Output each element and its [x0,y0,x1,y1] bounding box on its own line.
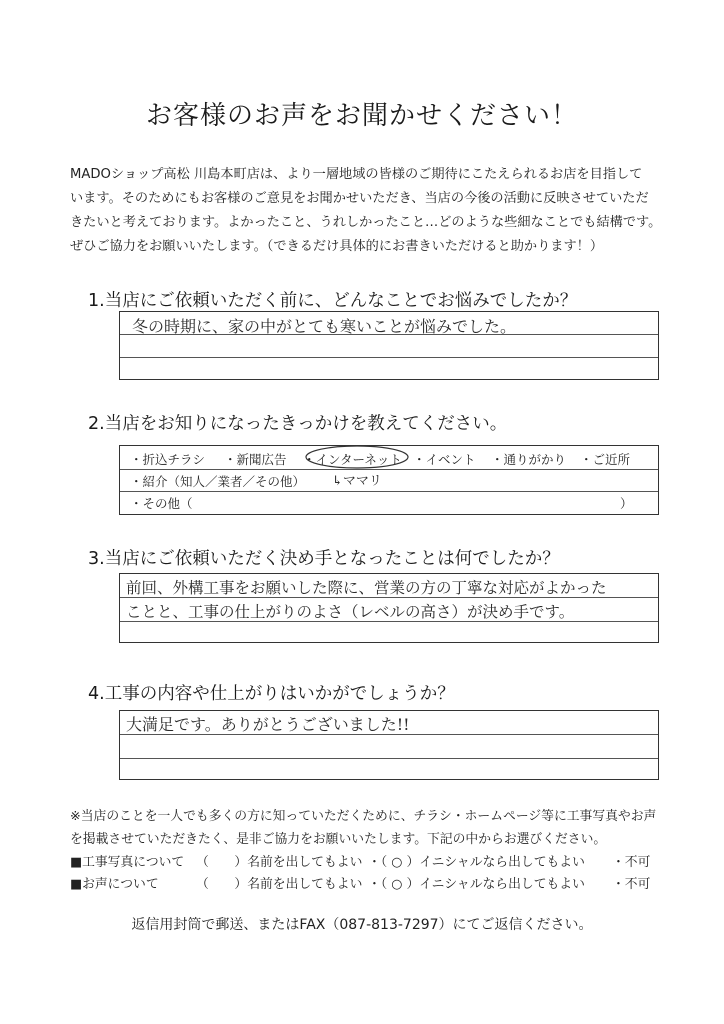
consent-note-line-1: ※当店のことを一人でも多くの方に知っていただくために、チラシ・ホームページ等に工事写真やお声 [70,809,657,824]
option-orikomi-chirashi[interactable]: ・折込チラシ [130,452,206,467]
consent-voice-initial-option[interactable]: ・（ ○ ）イニシャルなら出してもよい [368,877,585,892]
answer-box-4[interactable] [119,710,659,780]
consent-label-photo: ■工事写真について [70,855,185,870]
option-toorigakari[interactable]: ・通りがかり [491,452,567,467]
option-gokinjo[interactable]: ・ご近所 [580,452,631,467]
answer-1-text: 冬の時期に、家の中がとても寒いことが悩みでした。 [132,317,517,336]
intro-line-4: ぜひご協力をお願いいたします。（できるだけ具体的にお書きいただけると助かります！） [70,239,604,254]
option-internet[interactable]: ・インターネット [303,452,402,467]
intro-line-1: MADOショップ高松 川島本町店は、より一層地域の皆様のご期待にこたえられるお店を目指して [70,167,643,182]
selection-circle-icon [303,444,411,470]
handwritten-note-mamari: ↳ママリ [332,474,382,489]
consent-label-voice: ■お声について [70,877,159,892]
question-2: 2.当店をお知りになったきっかけを教えてください。 [88,414,508,434]
answer-3-line-2: ことと、工事の仕上がりのよさ（レベルの高さ）が決め手です。 [126,603,575,621]
option-sonota-close: ） [620,496,633,511]
options-box-2 [119,445,659,515]
consent-photo-name-option[interactable]: （ ）名前を出してもよい [196,855,363,870]
option-event[interactable]: ・イベント [413,452,476,467]
consent-voice-name-option[interactable]: （ ）名前を出してもよい [196,877,363,892]
consent-photo-initial-option[interactable]: ・（ ○ ）イニシャルなら出してもよい [368,855,585,870]
option-shinbun-koukoku[interactable]: ・新聞広告 [224,452,287,467]
answer-box-1[interactable] [119,311,659,380]
question-4: 4.工事の内容や仕上がりはいかがでしょうか？ [88,684,455,704]
footer-reply-instructions: 返信用封筒で郵送、またはFAX（087-813-7297）にてご返信ください。 [131,917,593,933]
consent-note-line-2: を掲載させていただきたく、是非ご協力をお願いいたします。下記の中からお選びください。 [70,832,607,847]
answer-3-line-1: 前回、外構工事をお願いした際に、営業の方の丁寧な対応がよかった [126,579,607,597]
page-title: お客様のお声をお聞かせください！ [145,101,578,131]
option-sonota[interactable]: ・その他（ [130,496,193,511]
question-3: 3.当店にご依頼いただく決め手となったことは何でしたか？ [88,549,560,569]
option-shoukai[interactable]: ・紹介（知人／業者／その他） [130,474,306,489]
answer-box-3[interactable] [119,573,659,643]
consent-photo-refuse-option[interactable]: ・不可 [612,855,651,870]
question-1: 1.当店にご依頼いただく前に、どんなことでお悩みでしたか？ [88,291,578,311]
answer-4-text: 大満足です。ありがとうございました!! [126,715,410,734]
consent-voice-refuse-option[interactable]: ・不可 [612,877,651,892]
intro-line-3: きたいと考えております。よかったこと、うれしかったこと…どのような些細なことでも結構です。 [70,215,662,230]
intro-line-2: います。そのためにもお客様のご意見をお聞かせいただき、当店の今後の活動に反映させていただ [70,191,649,206]
